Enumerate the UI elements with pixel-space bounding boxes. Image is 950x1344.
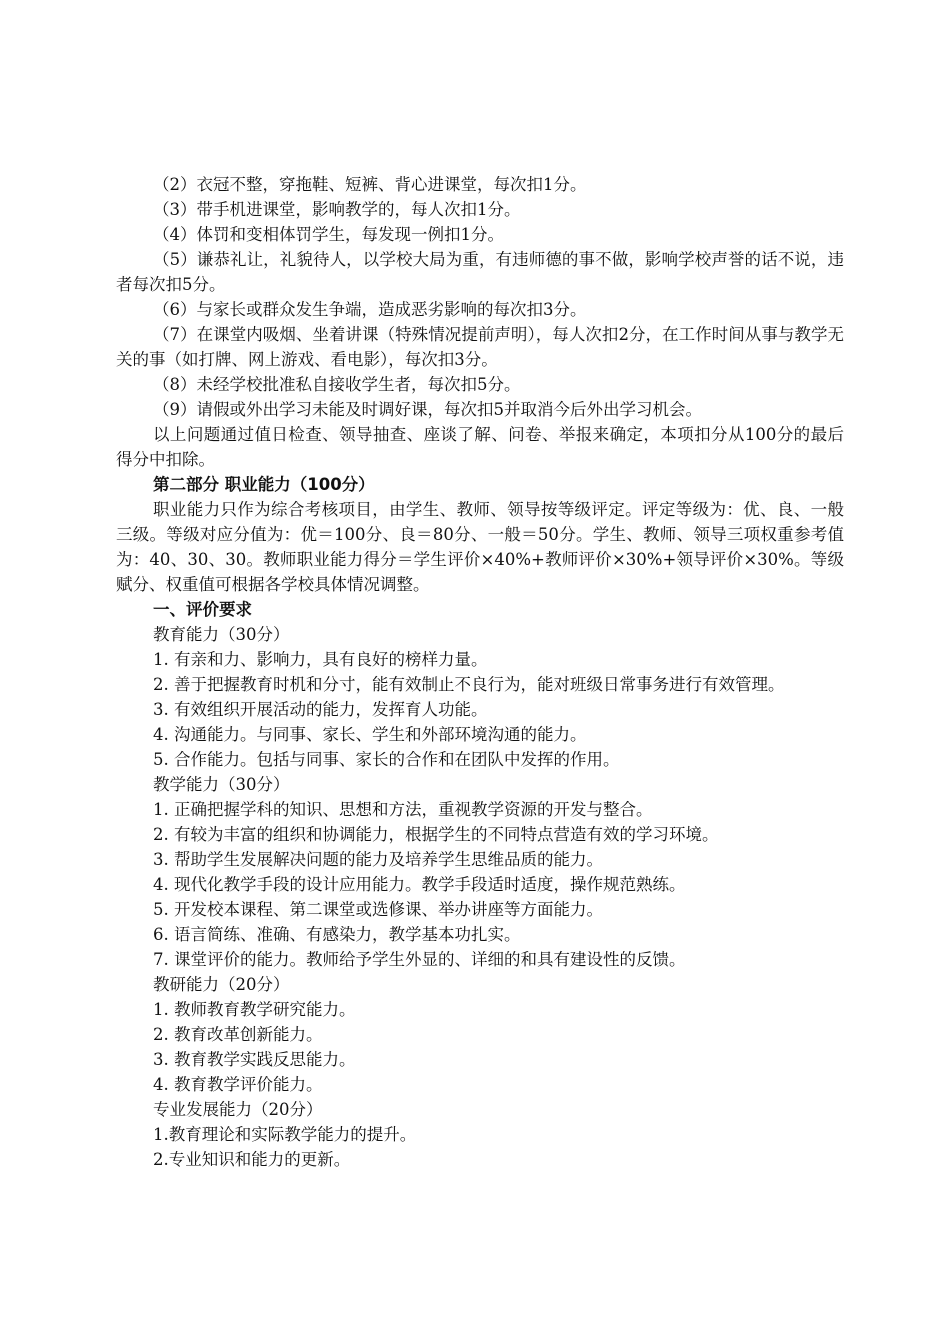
deduction-note: 以上问题通过值日检查、领导抽查、座谈了解、问卷、举报来确定，本项扣分从100分的最后得分中扣除。 [116, 425, 844, 469]
teach-item-6: 6. 语言简练、准确、有感染力，教学基本功扎实。 [153, 925, 521, 944]
prof-dev-title: 专业发展能力（20分） [153, 1100, 323, 1119]
research-item-2: 2. 教育改革创新能力。 [153, 1025, 323, 1044]
prof-dev-item-2: 2.专业知识和能力的更新。 [153, 1150, 351, 1169]
rule-item-4: （4）体罚和变相体罚学生，每发现一例扣1分。 [153, 225, 504, 244]
part2-heading: 第二部分 职业能力（100分） [153, 475, 375, 494]
teach-ability-title: 教学能力（30分） [153, 775, 290, 794]
edu-item-2: 2. 善于把握教育时机和分寸，能有效制止不良行为，能对班级日常事务进行有效管理。 [153, 675, 785, 694]
rule-item-9: （9）请假或外出学习未能及时调好课，每次扣5并取消今后外出学习机会。 [153, 400, 702, 419]
rule-item-7: （7）在课堂内吸烟、坐着讲课（特殊情况提前声明），每人次扣2分，在工作时间从事与教学无关的事（如打牌、网上游戏、看电影），每次扣3分。 [116, 325, 844, 369]
teach-item-7: 7. 课堂评价的能力。教师给予学生外显的、详细的和具有建设性的反馈。 [153, 950, 686, 969]
rule-item-6: （6）与家长或群众发生争端，造成恶劣影响的每次扣3分。 [153, 300, 587, 319]
edu-item-3: 3. 有效组织开展活动的能力，发挥育人功能。 [153, 700, 488, 719]
part2-intro: 职业能力只作为综合考核项目，由学生、教师、领导按等级评定。评定等级为：优、良、一般三级。等级对应分值为：优＝100分、良＝80分、一般＝50分。学生、教师、领导三项权重参考值为：40、30、30。教师职业能力得分＝学生评价×40%+教师评价×30%+领导评价×30%。等级赋分、权重值可根据各学校具体情况调整。 [116, 500, 844, 594]
research-item-3: 3. 教育教学实践反思能力。 [153, 1050, 356, 1069]
edu-ability-title: 教育能力（30分） [153, 625, 290, 644]
edu-item-4: 4. 沟通能力。与同事、家长、学生和外部环境沟通的能力。 [153, 725, 587, 744]
teach-item-2: 2. 有较为丰富的组织和协调能力，根据学生的不同特点营造有效的学习环境。 [153, 825, 719, 844]
rule-item-2: （2）衣冠不整，穿拖鞋、短裤、背心进课堂，每次扣1分。 [153, 175, 587, 194]
research-item-4: 4. 教育教学评价能力。 [153, 1075, 323, 1094]
teach-item-5: 5. 开发校本课程、第二课堂或选修课、举办讲座等方面能力。 [153, 900, 603, 919]
research-item-1: 1. 教师教育教学研究能力。 [153, 1000, 356, 1019]
edu-item-1: 1. 有亲和力、影响力，具有良好的榜样力量。 [153, 650, 488, 669]
section1-heading: 一、评价要求 [153, 600, 252, 619]
research-ability-title: 教研能力（20分） [153, 975, 290, 994]
rule-item-3: （3）带手机进课堂，影响教学的，每人次扣1分。 [153, 200, 521, 219]
edu-item-5: 5. 合作能力。包括与同事、家长的合作和在团队中发挥的作用。 [153, 750, 620, 769]
prof-dev-item-1: 1.教育理论和实际教学能力的提升。 [153, 1125, 417, 1144]
teach-item-3: 3. 帮助学生发展解决问题的能力及培养学生思维品质的能力。 [153, 850, 603, 869]
document-body [116, 172, 844, 1172]
rule-item-8: （8）未经学校批准私自接收学生者，每次扣5分。 [153, 375, 521, 394]
rule-item-5: （5）谦恭礼让，礼貌待人，以学校大局为重，有违师德的事不做，影响学校声誉的话不说，违者每次扣5分。 [116, 250, 844, 294]
teach-item-4: 4. 现代化教学手段的设计应用能力。教学手段适时适度，操作规范熟练。 [153, 875, 686, 894]
teach-item-1: 1. 正确把握学科的知识、思想和方法，重视教学资源的开发与整合。 [153, 800, 653, 819]
